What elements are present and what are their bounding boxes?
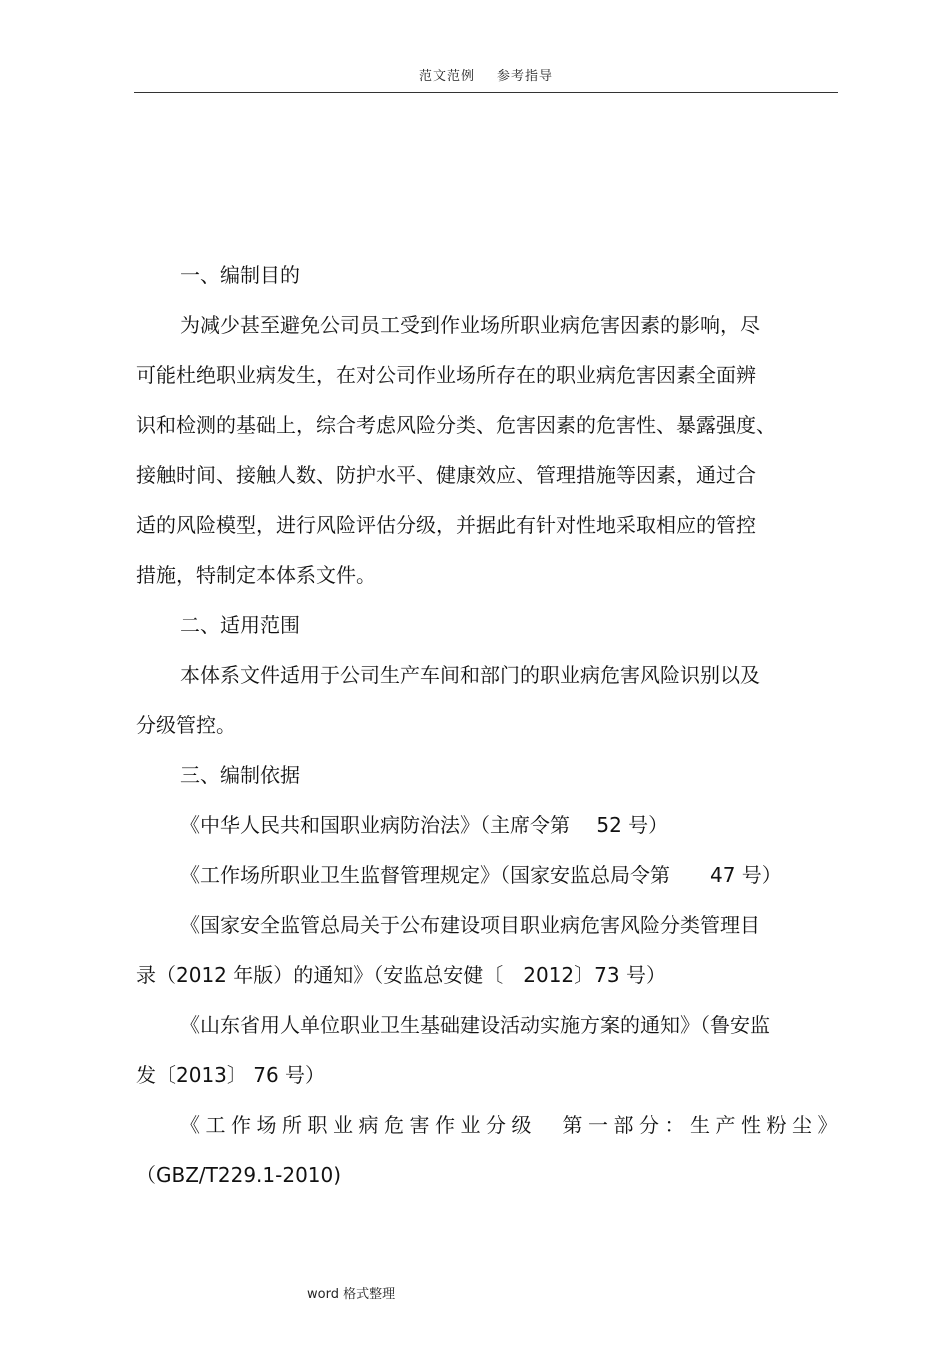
document-body [136,250,843,1200]
reference-item: 《中华人民共和国职业病防治法》（主席令第 52 号） [180,813,669,837]
section-heading-scope: 二、适用范围 [180,613,300,637]
reference-item-continued: 录（2012 年版）的通知》（安监总安健〔 2012〕73 号） [136,963,666,987]
paragraph-line: 适的风险模型，进行风险评估分级，并据此有针对性地采取相应的管控 [136,513,756,537]
reference-item-continued: （GBZ/T229.1-2010) [136,1163,342,1187]
reference-item: 《工作场所职业病危害作业分级 第一部分：生产性粉尘》 [180,1113,843,1137]
reference-item-continued: 发〔2013〕 76 号） [136,1063,326,1087]
paragraph-line: 本体系文件适用于公司生产车间和部门的职业病危害风险识别以及 [180,663,760,687]
page-footer: word 格式整理 [307,1287,396,1302]
reference-item: 《国家安全监管总局关于公布建设项目职业病危害风险分类管理目 [180,913,760,937]
paragraph-line: 分级管控。 [136,713,236,737]
section-heading-purpose: 一、编制目的 [180,263,300,287]
header-left-text: 范文范例 [418,69,475,84]
paragraph-line: 识和检测的基础上，综合考虑风险分类、危害因素的危害性、暴露强度、 [136,413,776,437]
reference-item: 《工作场所职业卫生监督管理规定》（国家安监总局令第 47 号） [180,863,782,887]
paragraph-line: 为减少甚至避免公司员工受到作业场所职业病危害因素的影响，尽 [180,313,760,337]
page-header [134,62,838,93]
paragraph-line: 可能杜绝职业病发生，在对公司作业场所存在的职业病危害因素全面辨 [136,363,756,387]
paragraph-line: 接触时间、接触人数、防护水平、健康效应、管理措施等因素，通过合 [136,463,756,487]
reference-item: 《山东省用人单位职业卫生基础建设活动实施方案的通知》（鲁安监 [180,1013,770,1037]
header-right-text: 参考指导 [497,69,554,84]
paragraph-line: 措施，特制定本体系文件。 [136,563,376,587]
section-heading-basis: 三、编制依据 [180,763,300,787]
